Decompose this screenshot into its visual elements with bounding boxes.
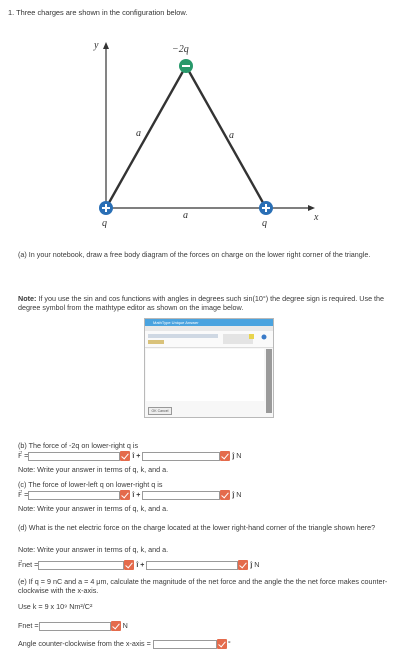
x-axis-label: x: [314, 212, 319, 223]
x-axis-arrow: [308, 205, 315, 211]
part-c-j-input[interactable]: [142, 491, 220, 500]
f-vector-symbol: F⃗ =: [18, 490, 29, 499]
part-e-label: (e) If q = 9 nC and a = 4 μm, calculate the magnitude of the net force and the angle the the net force makes counter-clockwise with the x-axis.: [18, 577, 388, 595]
correct-check-icon: [120, 451, 130, 461]
editor-toolbar: [145, 331, 273, 348]
i-hat-label: î +: [132, 452, 141, 460]
part-d-note: Note: Write your answer in terms of q, k, and a.: [18, 545, 169, 554]
angle-label: Angle counter-clockwise from the x-axis =: [18, 639, 151, 648]
right-charge-label: q: [262, 218, 267, 228]
toolbar-icons: [145, 331, 271, 347]
side-right-label: a: [229, 130, 234, 141]
j-hat-label: ĵ: [232, 491, 235, 499]
f-vector-symbol: F⃗ =: [18, 451, 29, 460]
editor-title: MathType Unique Answer: [145, 319, 273, 326]
fnet-input[interactable]: [39, 622, 111, 631]
part-e-k-constant: Use k = 9 x 10⁹ Nm²/C²: [18, 602, 93, 611]
part-b-label: (b) The force of -2q on lower-right q is: [18, 441, 139, 450]
correct-check-icon: [124, 560, 134, 570]
note-text: If you use the sin and cos functions with angles in degrees such sin(10°) the degree sign is required. Use the degree symbol from the mathtype editor as shown on the image below.: [18, 294, 385, 312]
part-c-i-input[interactable]: [28, 491, 120, 500]
top-charge-label: −2q: [172, 44, 189, 55]
side-bottom-label: a: [183, 210, 188, 221]
fnet-row: [18, 621, 128, 631]
charge-triangle-diagram: [86, 38, 326, 228]
correct-check-icon: [111, 621, 121, 631]
correct-check-icon: [120, 490, 130, 500]
part-b-answer-row: [18, 451, 241, 461]
question-title: 1. Three charges are shown in the configuration below.: [8, 8, 188, 17]
correct-check-icon: [217, 639, 227, 649]
degree-unit: °: [227, 639, 231, 648]
y-axis-label: y: [94, 40, 99, 51]
f-net-vector-symbol: F⃗net =: [18, 560, 39, 569]
y-axis-arrow: [103, 42, 109, 49]
correct-check-icon: [220, 451, 230, 461]
editor-ok-button: OK Cancel: [148, 407, 172, 415]
part-b-i-input[interactable]: [28, 452, 120, 461]
part-c-label: (c) The force of lower-left q on lower-right q is: [18, 480, 163, 489]
note-label: Note:: [18, 294, 37, 303]
unit-label: N: [236, 490, 242, 499]
part-c-note: Note: Write your answer in terms of q, k, and a.: [18, 504, 169, 513]
unit-label: N: [254, 560, 260, 569]
unit-label: N: [236, 451, 242, 460]
mathtype-editor-screenshot: [144, 318, 274, 418]
j-hat-label: ĵ: [250, 561, 253, 569]
correct-check-icon: [238, 560, 248, 570]
fnet-unit: N: [122, 621, 128, 630]
part-b-note: Note: Write your answer in terms of q, k, and a.: [18, 465, 169, 474]
part-d-j-input[interactable]: [146, 561, 238, 570]
editor-side-panel: [266, 349, 272, 413]
left-charge-label: q: [102, 218, 107, 228]
side-left-label: a: [136, 128, 141, 139]
part-d-answer-row: [18, 560, 259, 570]
correct-check-icon: [220, 490, 230, 500]
i-hat-label: î +: [136, 561, 145, 569]
side-left: [106, 66, 186, 208]
part-d-label: (d) What is the net electric force on the charge located at the lower right-hand corner of the triangle shown here?: [18, 523, 376, 532]
part-a-text: (a) In your notebook, draw a free body diagram of the forces on charge on the lower right corner of the triangle.: [18, 250, 371, 259]
angle-row: [18, 639, 231, 649]
editor-input-area: [146, 349, 264, 401]
fnet-label: Fnet =: [18, 621, 39, 630]
i-hat-label: î +: [132, 491, 141, 499]
part-b-j-input[interactable]: [142, 452, 220, 461]
angle-input[interactable]: [153, 640, 217, 649]
part-c-answer-row: [18, 490, 241, 500]
part-d-i-input[interactable]: [38, 561, 124, 570]
side-right: [186, 66, 266, 208]
note-paragraph: [18, 295, 390, 312]
j-hat-label: ĵ: [232, 452, 235, 460]
